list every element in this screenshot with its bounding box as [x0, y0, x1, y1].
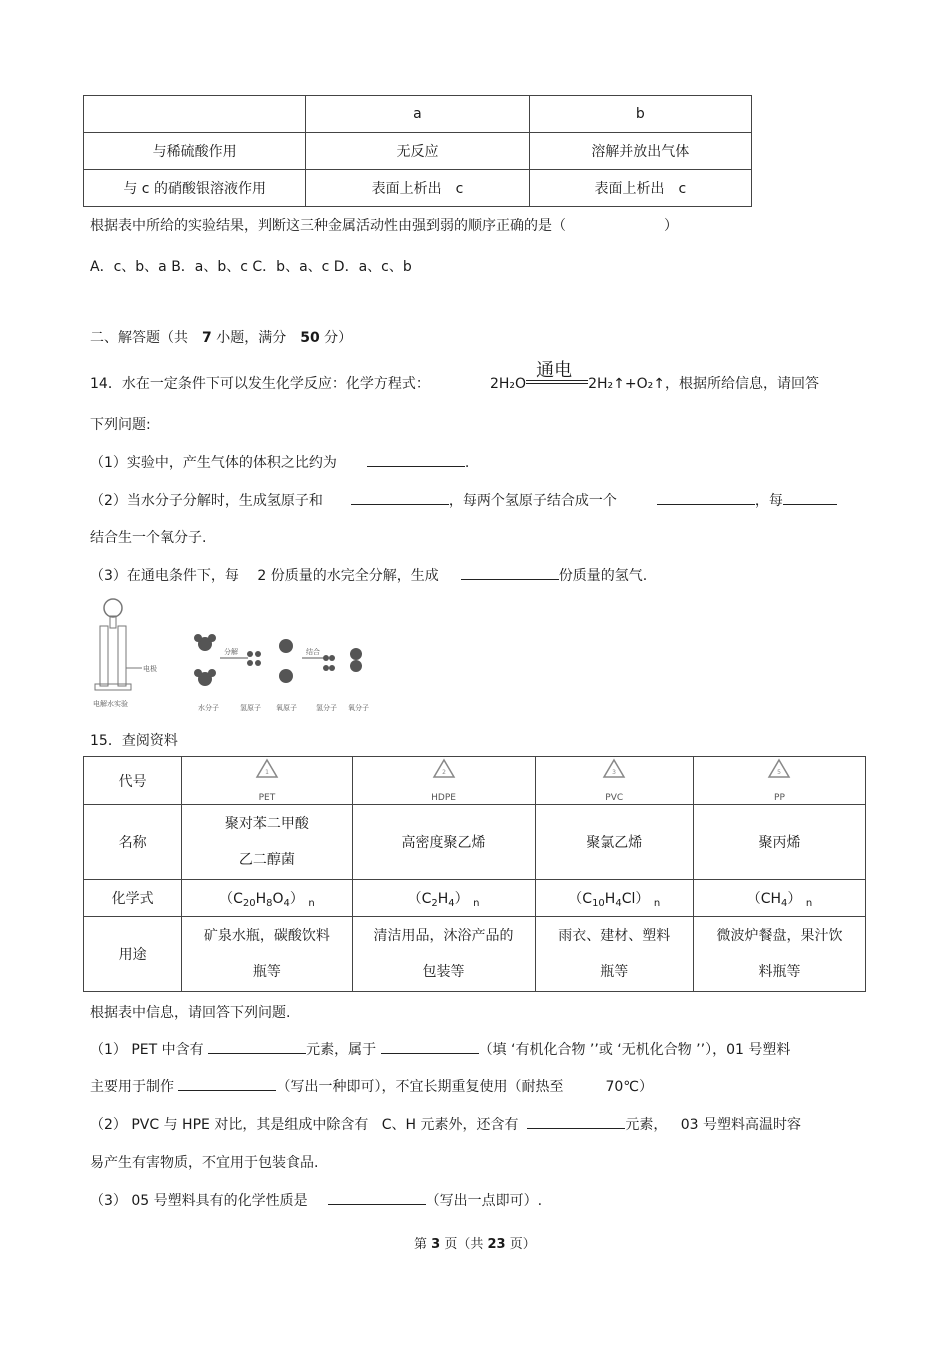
recycle-triangle-icon — [432, 758, 456, 784]
svg-text:水分子: 水分子 — [198, 704, 219, 712]
q14-part2-cont: 结合生一个氧分子. — [90, 530, 207, 546]
formula-cell: $(C_{20}H_8O_4)$ $_n$ — [182, 880, 352, 917]
chem-equation: 2H₂O 通电 2H₂↑+O₂↑，根据所给信息，请回答 — [490, 373, 819, 393]
name-cell: 高密度聚乙烯 — [352, 805, 535, 880]
row-label: 化学式 — [84, 880, 182, 917]
use-cell: 矿泉水瓶，碳酸饮料 瓶等 — [182, 917, 352, 992]
table-row — [84, 757, 866, 805]
table-cell: b — [529, 96, 751, 133]
recycle-code-cell: 2 HDPE — [352, 757, 535, 805]
table-cell — [84, 96, 306, 133]
name-cell: 聚对苯二甲酸 乙二醇菌 — [182, 805, 352, 880]
equation-condition: 通电 — [536, 360, 573, 381]
q14-stem: 14．水在一定条件下可以发生化学反应：化学方程式： — [90, 376, 430, 392]
svg-text:1: 1 — [264, 768, 269, 776]
recycle-triangle-icon — [602, 758, 626, 784]
q14-part1: （1）实验中，产生气体的体积之比约为 . — [90, 452, 469, 472]
q13-options: A．c、b、a B．a、b、c C．b、a、c D．a、c、b — [90, 259, 412, 275]
use-cell: 雨衣、建材、塑料 瓶等 — [535, 917, 693, 992]
answer-blank[interactable] — [527, 1114, 625, 1129]
use-cell: 微波炉餐盘，果汁饮 料瓶等 — [693, 917, 865, 992]
recycle-triangle-icon — [767, 758, 791, 784]
q15-part1: （1） PET 中含有 元素，属于 （填 ‘有机化合物 ’’或 ‘无机化合物 ’’），01 号塑料 — [90, 1039, 790, 1059]
name-cell: 聚丙烯 — [693, 805, 865, 880]
q14-part3: （3）在通电条件下，每 2 份质量的水完全分解，生成 份质量的氢气. — [90, 565, 647, 585]
table-row — [84, 917, 866, 992]
q14-part2: （2）当水分子分解时，生成氢原子和 ，每两个氢原子结合成一个 ，每 — [90, 490, 837, 510]
table-row — [84, 170, 752, 207]
q15-part2-cont: 易产生有害物质，不宜用于包装食品. — [90, 1155, 319, 1171]
answer-blank[interactable] — [328, 1190, 426, 1205]
recycle-code-cell: 1 PET — [182, 757, 352, 805]
q14-stem-b: 下列问题: — [90, 417, 151, 433]
section-heading: 二、解答题（共 7 小题，满分 50 分） — [90, 330, 353, 346]
figure-label: 电极 — [143, 665, 157, 673]
metals-table — [83, 95, 752, 207]
row-label: 名称 — [84, 805, 182, 880]
electrolysis-figure — [90, 596, 380, 718]
q15-part3: （3） 05 号塑料具有的化学性质是 （写出一点即可）. — [90, 1190, 542, 1210]
use-cell: 清洁用品，沐浴产品的 包装等 — [352, 917, 535, 992]
table-cell: a — [306, 96, 529, 133]
table-row — [84, 880, 866, 917]
svg-text:结合: 结合 — [306, 648, 320, 656]
electrolysis-apparatus-icon — [90, 596, 380, 718]
recycle-code-cell: 5 PP — [693, 757, 865, 805]
table-cell: 与 c 的硝酸银溶液作用 — [84, 170, 306, 207]
row-label: 代号 — [84, 757, 182, 805]
svg-text:氧原子: 氧原子 — [276, 704, 297, 712]
q13-stem: 根据表中所给的实验结果，判断这三种金属活动性由强到弱的顺序正确的是（ ） — [90, 218, 678, 234]
svg-text:2: 2 — [441, 768, 446, 776]
plastics-table — [83, 756, 866, 992]
table-cell: 无反应 — [306, 133, 529, 170]
table-cell: 溶解并放出气体 — [529, 133, 751, 170]
svg-text:氧分子: 氧分子 — [348, 704, 369, 712]
svg-text:氢分子: 氢分子 — [316, 704, 337, 712]
formula-cell: $(CH_4)$ $_n$ — [693, 880, 865, 917]
page-footer: 第 3 页（共 23 页） — [414, 1237, 536, 1252]
q15-part1-cont: 主要用于制作 （写出一种即可），不宜长期重复使用（耐热至 70℃） — [90, 1076, 653, 1096]
svg-text:5: 5 — [777, 768, 782, 776]
answer-blank[interactable] — [657, 490, 755, 505]
name-cell: 聚氯乙烯 — [535, 805, 693, 880]
table-cell: 与稀硫酸作用 — [84, 133, 306, 170]
q15-part2: （2） PVC 与 HPE 对比，其是组成中除含有 C、H 元素外，还含有 元素， 03 号塑料高温时容 — [90, 1114, 801, 1134]
answer-blank[interactable] — [783, 490, 837, 505]
svg-text:氢原子: 氢原子 — [240, 704, 261, 712]
q15-intro: 根据表中信息，请回答下列问题. — [90, 1005, 291, 1021]
table-row — [84, 96, 752, 133]
q15-title: 15．查阅资料 — [90, 733, 178, 749]
answer-blank[interactable] — [381, 1039, 479, 1054]
recycle-triangle-icon — [255, 758, 279, 784]
answer-blank[interactable] — [178, 1076, 276, 1091]
table-cell: 表面上析出 c — [306, 170, 529, 207]
row-label: 用途 — [84, 917, 182, 992]
svg-text:3: 3 — [612, 768, 617, 776]
formula-cell: $(C_{10}H_4Cl)$ $_n$ — [535, 880, 693, 917]
answer-blank[interactable] — [461, 565, 559, 580]
figure-label: 电解水实验 — [93, 700, 128, 708]
recycle-code-cell: 3 PVC — [535, 757, 693, 805]
table-row — [84, 805, 866, 880]
table-row — [84, 133, 752, 170]
table-cell: 表面上析出 c — [529, 170, 751, 207]
answer-blank[interactable] — [351, 490, 449, 505]
svg-text:分解: 分解 — [224, 648, 238, 656]
answer-blank[interactable] — [367, 452, 465, 467]
answer-blank[interactable] — [208, 1039, 306, 1054]
formula-cell: $(C_2H_4)$ $_n$ — [352, 880, 535, 917]
